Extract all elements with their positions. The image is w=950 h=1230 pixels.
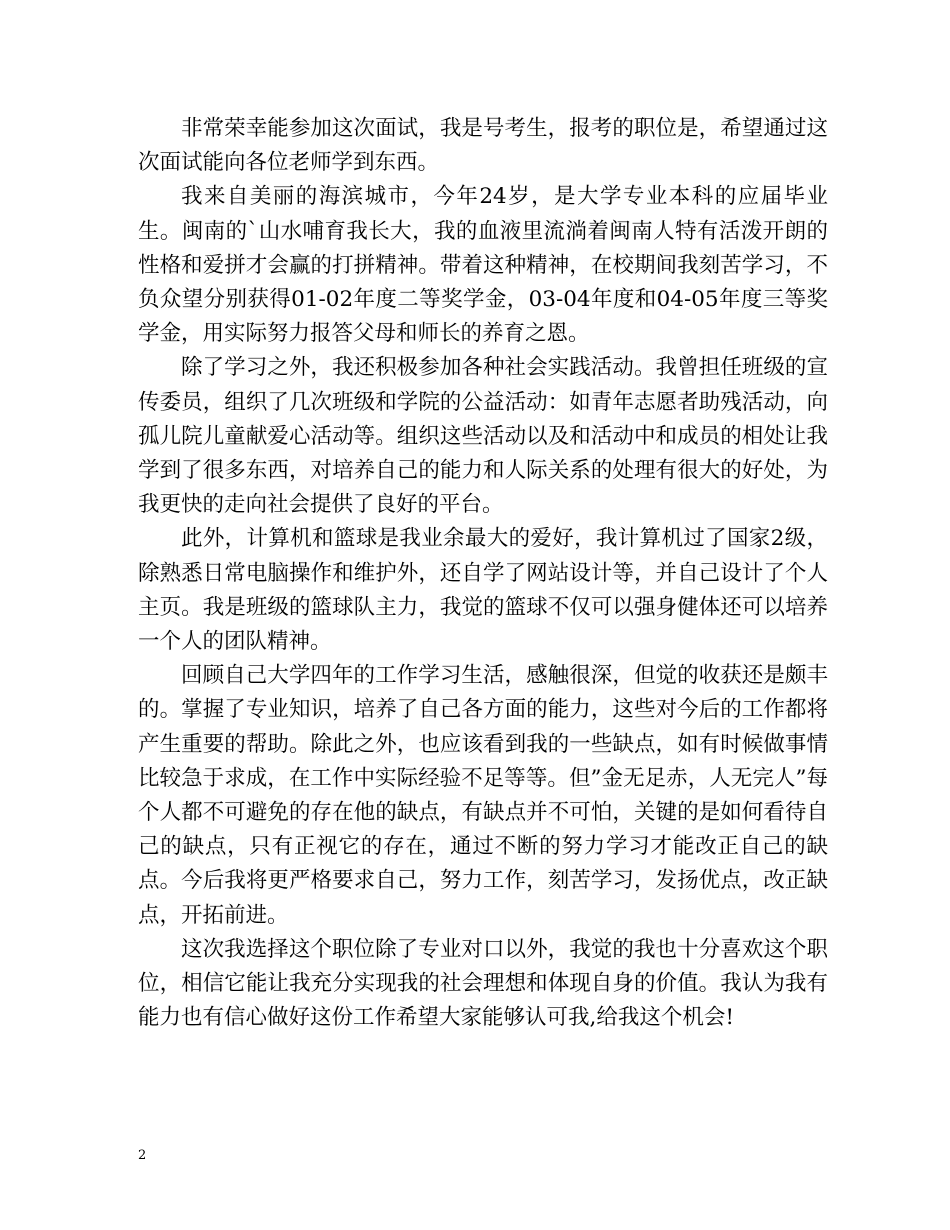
document-body xyxy=(138,112,828,1035)
page-number: 2 xyxy=(138,1148,147,1163)
paragraph-4: 此外，计算机和篮球是我业余最大的爱好，我计算机过了国家2级，除熟悉日常电脑操作和维护外，还自学了网站设计等，并自己设计了个人主页。我是班级的篮球队主力，我觉的篮球不仅可以强身健体还可以培养一个人的团队精神。 xyxy=(138,526,828,655)
paragraph-1: 非常荣幸能参加这次面试，我是号考生，报考的职位是，希望通过这次面试能向各位老师学到东西。 xyxy=(138,116,828,176)
paragraph-5: 回顾自己大学四年的工作学习生活，感触很深，但觉的收获还是颇丰的。掌握了专业知识，培养了自己各方面的能力，这些对今后的工作都将产生重要的帮助。除此之外，也应该看到我的一些缺点，如有时候做事情比较急于求成，在工作中实际经验不足等等。但”金无足赤，人无完人”每个人都不可避免的存在他的缺点，有缺点并不可怕，关键的是如何看待自己的缺点，只有正视它的存在，通过不断的努力学习才能改正自己的缺点。今后我将更严格要求自己，努力工作，刻苦学习，发扬优点，改正缺点，开拓前进。 xyxy=(138,663,828,928)
paragraph-2: 我来自美丽的海滨城市，今年24岁，是大学专业本科的应届毕业生。闽南的`山水哺育我长大，我的血液里流淌着闽南人特有活泼开朗的性格和爱拼才会赢的打拼精神。带着这种精神，在校期间我刻苦学习，不负众望分别获得01-02年度二等奖学金，03-04年度和04-05年度三等奖学金，用实际努力报答父母和师长的养育之恩。 xyxy=(138,184,828,347)
paragraph-6: 这次我选择这个职位除了专业对口以外，我觉的我也十分喜欢这个职位，相信它能让我充分实现我的社会理想和体现自身的价值。我认为我有能力也有信心做好这份工作希望大家能够认可我,给我这个机会! xyxy=(138,936,828,1031)
paragraph-3: 除了学习之外，我还积极参加各种社会实践活动。我曾担任班级的宣传委员，组织了几次班级和学院的公益活动：如青年志愿者助残活动，向孤儿院儿童献爱心活动等。组织这些活动以及和活动中和成员的相处让我学到了很多东西，对培养自己的能力和人际关系的处理有很大的好处，为我更快的走向社会提供了良好的平台。 xyxy=(138,355,828,518)
